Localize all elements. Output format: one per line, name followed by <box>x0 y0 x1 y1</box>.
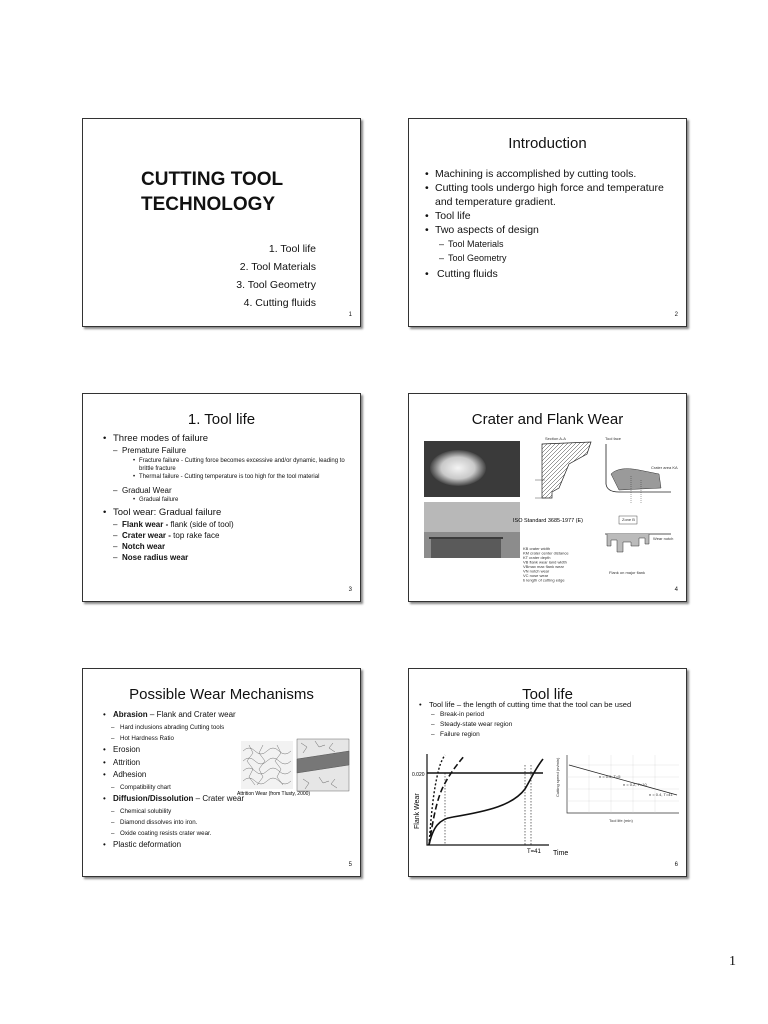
flank-wear-profile <box>607 534 649 552</box>
label-wear: Wear notch <box>653 536 674 541</box>
sub-sub-bullet: • Thermal failure - Cutting temperature is too high for the tool material <box>133 474 353 482</box>
sub-bullet: – Premature Failure <box>113 445 353 456</box>
curve-dashed <box>429 755 465 845</box>
log-y-label: Cutting speed (m/min) <box>555 757 560 797</box>
slide-4 <box>408 393 687 602</box>
sub-bullet: – Break-in period <box>431 710 681 720</box>
sub-bullet: – Flank wear - flank (side of tool) <box>113 519 353 530</box>
page-number: 1 <box>729 954 736 969</box>
slide-number: 3 <box>348 587 352 593</box>
sub-bullet: – Oxide coating resists crater wear. <box>111 828 353 839</box>
slide-number: 2 <box>674 312 678 318</box>
topic-list <box>236 240 316 312</box>
slide-3 <box>82 393 361 602</box>
sub-sub-bullet: • Fracture failure - Cutting force becomes excessive and/or dynamic, leading to brittle fracture <box>133 458 353 473</box>
section-drawing <box>542 442 591 498</box>
slide-body <box>103 709 353 852</box>
label-toolface: Tool face <box>605 436 622 441</box>
sub-bullet: – Tool Materials <box>439 237 680 251</box>
log-label: n = 0.5, T=5 <box>599 774 621 779</box>
slide-number: 5 <box>348 862 352 868</box>
bullet: • Diffusion/Dissolution – Crater wear <box>103 793 353 806</box>
slide-title: Tool life <box>522 686 573 703</box>
bullet: • Attrition <box>103 757 353 770</box>
slide-number: 4 <box>674 587 678 593</box>
topic-item: 3. Tool Geometry <box>236 279 316 291</box>
slide-title: Possible Wear Mechanisms <box>129 686 314 703</box>
legend-item: KT crater depth <box>523 555 551 560</box>
legend-item: VBmax max flank wear <box>523 564 564 569</box>
attrition-caption: Attrition Wear (from Tlusty, 2000) <box>237 791 311 797</box>
slide-title: Crater and Flank Wear <box>471 411 624 428</box>
log-label: n = 0.4, T=41 <box>649 792 673 797</box>
bullet: • Machining is accomplished by cutting tools. <box>425 167 680 181</box>
curve-solid <box>429 759 543 845</box>
bullet: • Cutting tools undergo high force and temperature and temperature gradient. <box>425 181 680 209</box>
slide-6 <box>408 668 687 877</box>
tool-life-chart <box>409 669 686 876</box>
time-markers <box>445 765 531 845</box>
label-crater: Crater area KA <box>651 465 678 470</box>
bullet: • Erosion <box>103 744 353 757</box>
slide-number: 1 <box>348 312 352 318</box>
legend-item: b length of cutting edge <box>523 577 565 583</box>
slide-number: 6 <box>674 862 678 868</box>
sub-bullet: – Hot Hardness Ratio <box>111 733 353 744</box>
sub-bullet: – Hard inclusions abrading Cutting tools <box>111 722 353 733</box>
bullet: • Abrasion – Flank and Crater wear <box>103 709 353 722</box>
y-mark: 0.020 <box>412 772 425 778</box>
wear-figure <box>409 394 686 601</box>
x-axis-label: Time <box>553 850 569 857</box>
sub-bullet: – Notch wear <box>113 541 353 552</box>
sub-bullet: – Tool Geometry <box>439 251 680 265</box>
legend-item: KM crater center distance <box>523 550 569 556</box>
slide-1-title: CUTTING TOOL TECHNOLOGY <box>141 169 284 215</box>
label-section: Section A-A <box>545 436 566 441</box>
bullet: • Three modes of failure <box>103 433 353 445</box>
sub-bullet: – Failure region <box>431 730 681 740</box>
legend-item: KB crater width <box>523 546 551 551</box>
legend-item: VB flank wear land width <box>523 559 567 565</box>
log-label: n = 0.2, T=10 <box>623 782 647 787</box>
bullet: • Tool life <box>425 209 680 223</box>
label-flank: Flank on major flank <box>609 570 646 575</box>
sub-bullet: – Diamond dissolves into iron. <box>111 817 353 828</box>
slide-body <box>103 433 353 563</box>
slide-title: Introduction <box>508 135 587 152</box>
sub-bullet: – Chemical solubility <box>111 806 353 817</box>
legend-item: VN notch wear <box>523 568 550 574</box>
crater-area <box>611 469 661 490</box>
t-label: T=41 <box>527 849 541 855</box>
log-x-label: Tool life (min) <box>609 818 633 823</box>
bullet: • Cutting fluids <box>425 267 680 281</box>
sub-bullet: – Crater wear - top rake face <box>113 530 353 541</box>
bullet: • Tool life – the length of cutting time that the tool can be used <box>419 700 681 710</box>
bullet: • Adhesion <box>103 769 353 782</box>
sub-bullet: – Nose radius wear <box>113 552 353 563</box>
slide-2 <box>408 118 687 327</box>
legend-item: VC nose wear <box>523 573 549 578</box>
slide-1 <box>82 118 361 327</box>
y-axis-label: Flank Wear <box>414 793 421 829</box>
label-zone: Zone B <box>622 517 635 522</box>
bullet: • Tool wear: Gradual failure <box>103 507 353 519</box>
slide-body <box>425 167 680 281</box>
topic-item: 4. Cutting fluids <box>243 297 316 309</box>
sub-bullet: – Steady-state wear region <box>431 720 681 730</box>
bullet: • Plastic deformation <box>103 839 353 852</box>
crater-spot <box>430 450 486 486</box>
topic-item: 2. Tool Materials <box>239 261 316 273</box>
topic-item: 1. Tool life <box>268 243 316 255</box>
sub-bullet: – Compatibility chart <box>111 782 353 793</box>
slide-title: 1. Tool life <box>187 411 256 428</box>
sub-bullet: – Gradual Wear <box>113 485 353 496</box>
legend <box>523 546 569 583</box>
sub-sub-bullet: • Gradual failure <box>133 497 353 505</box>
iso-label: ISO Standard 3685-1977 (E) <box>513 518 584 524</box>
slide-5 <box>82 668 361 877</box>
bullet: • Two aspects of design <box>425 223 680 237</box>
